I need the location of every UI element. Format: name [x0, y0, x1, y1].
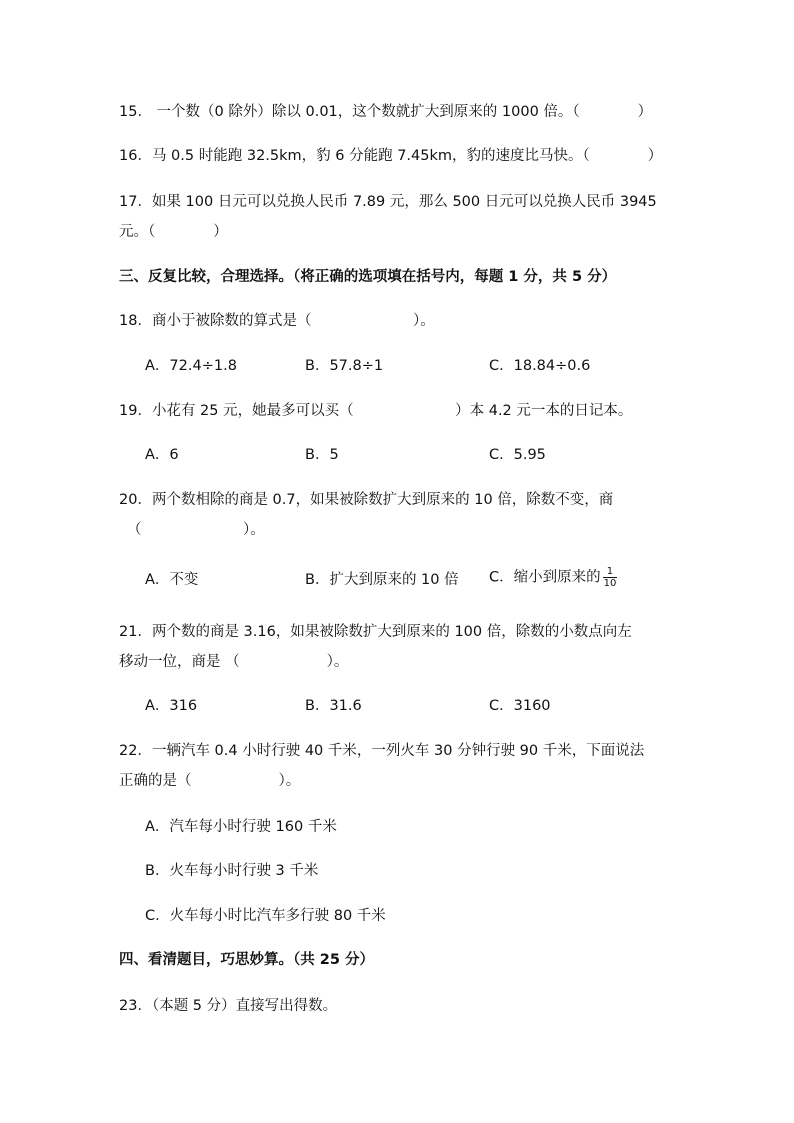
question-17-line-2: 元。（ ） [119, 224, 228, 240]
q19-option-c: C．5.95 [489, 447, 546, 463]
question-22-line-2: 正确的是（ ）。 [119, 773, 301, 789]
q18-option-b: B．57.8÷1 [305, 358, 384, 374]
question-18: 18．商小于被除数的算式是（ ）。 [119, 313, 435, 329]
q22-option-a: A．汽车每小时行驶 160 千米 [145, 819, 337, 835]
question-21-line-1: 21．两个数的商是 3.16，如果被除数扩大到原来的 100 倍，除数的小数点向左 [119, 624, 632, 640]
q20-option-c [489, 566, 617, 589]
q18-option-c: C．18.84÷0.6 [489, 358, 591, 374]
question-21-line-2: 移动一位，商是 （ ）。 [119, 654, 349, 670]
question-20-line-2: （ ）。 [127, 522, 265, 538]
q19-option-b: B．5 [305, 447, 339, 463]
question-20-line-1: 20．两个数相除的商是 0.7，如果被除数扩大到原来的 10 倍，除数不变，商 [119, 492, 614, 508]
question-23: 23．（本题 5 分）直接写出得数。 [119, 998, 338, 1014]
q22-option-c: C．火车每小时比汽车多行驶 80 千米 [145, 908, 386, 924]
q19-option-a: A．6 [145, 447, 179, 463]
q21-option-a: A．316 [145, 698, 198, 714]
q22-option-b: B．火车每小时行驶 3 千米 [145, 863, 319, 879]
question-15: 15． 一个数（0 除外）除以 0.01，这个数就扩大到原来的 1000 倍。（ ） [119, 104, 653, 120]
fraction-one-tenth [603, 566, 618, 589]
question-16: 16．马 0.5 时能跑 32.5km，豹 6 分能跑 7.45km，豹的速度比马快。（ ） [119, 148, 663, 164]
q20-option-b: B．扩大到原来的 10 倍 [305, 572, 459, 588]
question-22-line-1: 22．一辆汽车 0.4 小时行驶 40 千米，一列火车 30 分钟行驶 90 千米，下面说法 [119, 743, 645, 759]
fraction-denominator: 10 [603, 578, 617, 589]
q20-option-a: A．不变 [145, 572, 199, 588]
q21-option-b: B．31.6 [305, 698, 362, 714]
fraction-numerator: 1 [603, 566, 618, 578]
section-3-heading: 三、反复比较，合理选择。（将正确的选项填在括号内，每题 1 分，共 5 分） [119, 269, 617, 285]
q20-option-c-text: C．缩小到原来的 [489, 569, 601, 586]
q18-option-a: A．72.4÷1.8 [145, 358, 237, 374]
question-19: 19．小花有 25 元，她最多可以买（ ）本 4.2 元一本的日记本。 [119, 403, 633, 419]
section-4-heading: 四、看清题目，巧思妙算。（共 25 分） [119, 952, 375, 968]
question-17-line-1: 17．如果 100 日元可以兑换人民币 7.89 元，那么 500 日元可以兑换人民币 3945 [119, 194, 657, 210]
q21-option-c: C．3160 [489, 698, 551, 714]
